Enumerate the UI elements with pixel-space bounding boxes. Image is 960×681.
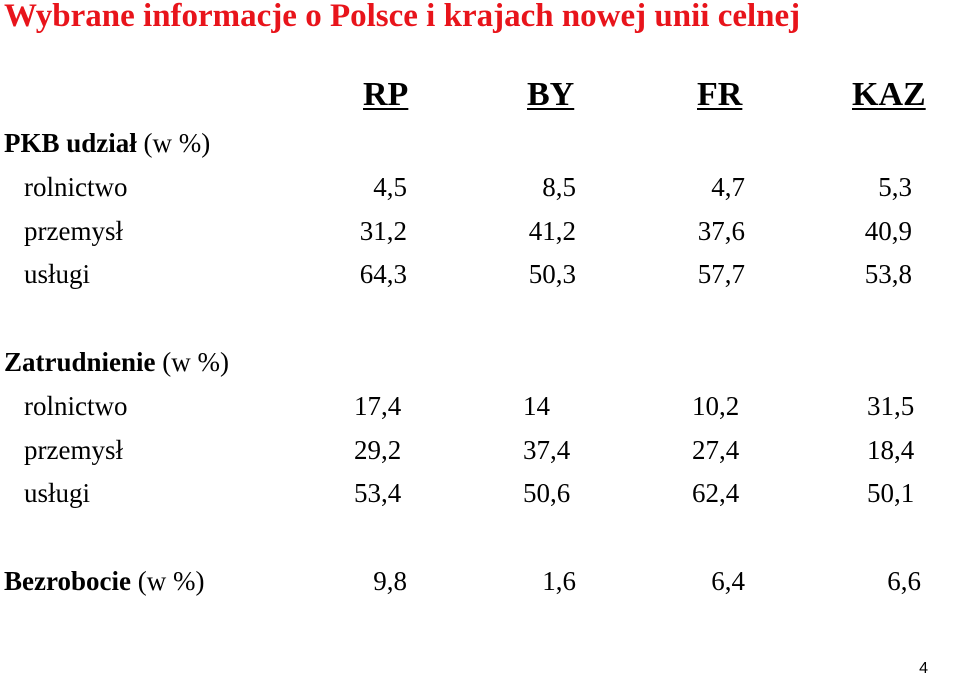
cell-rp: 31,2 xyxy=(359,216,407,246)
cell-fr: 27,4 xyxy=(692,435,740,465)
cell-by: 50,3 xyxy=(528,259,576,289)
column-header-by: BY xyxy=(527,76,575,113)
section-label: PKB udział (w %) xyxy=(4,128,211,158)
cell-by: 37,4 xyxy=(523,435,571,465)
cell-rp: 4,5 xyxy=(373,172,407,202)
section-zatrudnienie-header xyxy=(0,347,960,383)
cell-by: 50,6 xyxy=(523,478,571,508)
cell-kaz: 53,8 xyxy=(864,259,912,289)
cell-kaz: 31,5 xyxy=(867,391,915,421)
cell-rp: 53,4 xyxy=(354,478,402,508)
column-header-rp: RP xyxy=(363,76,409,113)
column-header-fr: FR xyxy=(697,76,743,113)
table-row-bezrobocie xyxy=(0,566,960,602)
cell-rp: 29,2 xyxy=(354,435,402,465)
cell-kaz: 40,9 xyxy=(864,216,912,246)
table-row xyxy=(0,435,960,471)
cell-fr: 4,7 xyxy=(711,172,745,202)
cell-by: 14 xyxy=(523,391,550,421)
table-row xyxy=(0,478,960,514)
cell-fr: 10,2 xyxy=(692,391,740,421)
row-label: przemysł xyxy=(24,435,123,465)
column-header-kaz: KAZ xyxy=(852,76,926,113)
cell-rp: 9,8 xyxy=(373,566,407,596)
table-row xyxy=(0,391,960,427)
cell-rp: 64,3 xyxy=(359,259,407,289)
cell-rp: 17,4 xyxy=(354,391,402,421)
slide-title: Wybrane informacje o Polsce i krajach nowej unii celnej xyxy=(4,0,801,34)
section-label: Zatrudnienie (w %) xyxy=(4,347,230,377)
cell-fr: 37,6 xyxy=(697,216,745,246)
cell-by: 41,2 xyxy=(528,216,576,246)
row-label: usługi xyxy=(24,259,91,289)
table-row xyxy=(0,172,960,208)
page-number: 4 xyxy=(919,660,928,677)
cell-kaz: 50,1 xyxy=(867,478,915,508)
table-row xyxy=(0,259,960,295)
row-label: rolnictwo xyxy=(24,172,128,202)
cell-kaz: 6,6 xyxy=(887,566,921,596)
row-label: przemysł xyxy=(24,216,123,246)
section-label: Bezrobocie (w %) xyxy=(4,566,205,596)
cell-fr: 57,7 xyxy=(697,259,745,289)
cell-kaz: 5,3 xyxy=(878,172,912,202)
section-pkb-header xyxy=(0,128,960,164)
cell-fr: 6,4 xyxy=(711,566,745,596)
cell-by: 1,6 xyxy=(542,566,576,596)
table-row xyxy=(0,216,960,252)
row-label: usługi xyxy=(24,478,91,508)
row-label: rolnictwo xyxy=(24,391,128,421)
cell-fr: 62,4 xyxy=(692,478,740,508)
cell-kaz: 18,4 xyxy=(867,435,915,465)
cell-by: 8,5 xyxy=(542,172,576,202)
